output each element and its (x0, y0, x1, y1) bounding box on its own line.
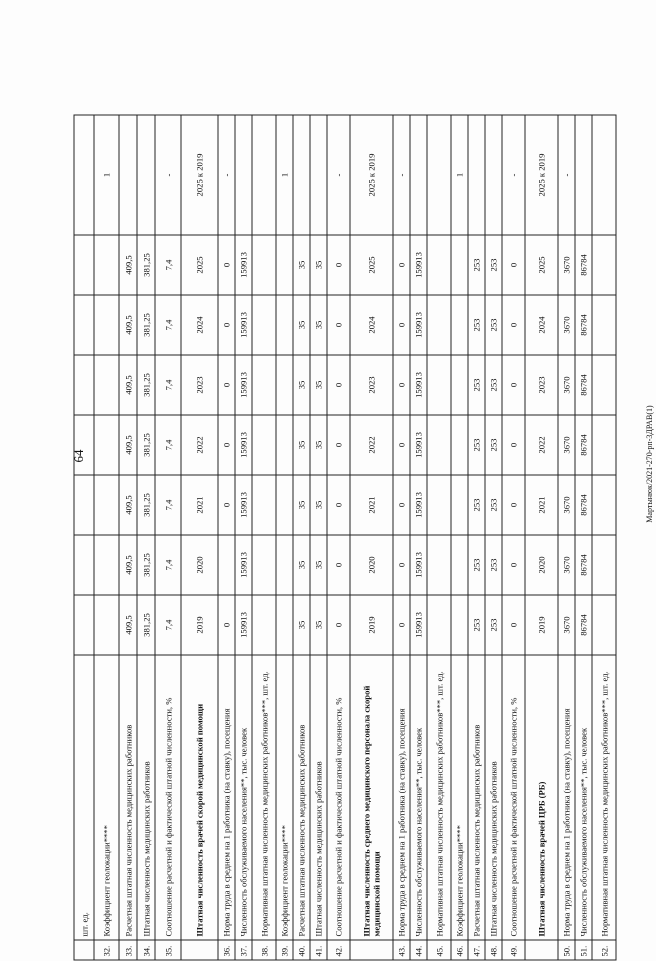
table-row (410, 115, 427, 960)
value-cell (427, 235, 451, 295)
value-cell: 253 (468, 235, 485, 295)
value-cell (94, 295, 119, 355)
value-cell: 381,25 (137, 235, 155, 295)
comparison-cell: 1 (94, 115, 119, 235)
row-label-cell: Соотношение расчетной и фактической штатной численности, % (502, 655, 525, 940)
value-cell: 253 (485, 295, 502, 355)
value-cell: 253 (485, 595, 502, 655)
value-cell (94, 355, 119, 415)
row-label-cell: Численность обслуживаемого населения**, тыс. человек (575, 655, 592, 940)
comparison-cell: 2025 к 2019 (350, 115, 393, 235)
row-number-cell (525, 940, 558, 960)
value-cell: 2019 (350, 595, 393, 655)
value-cell (252, 535, 276, 595)
value-cell (451, 475, 468, 535)
value-cell: 3670 (558, 595, 575, 655)
table-row-continued (74, 115, 94, 960)
value-cell (74, 535, 94, 595)
value-cell: 253 (468, 535, 485, 595)
comparison-cell (485, 115, 502, 235)
row-number-cell: 49. (502, 940, 525, 960)
value-cell (74, 355, 94, 415)
value-cell (451, 355, 468, 415)
value-cell (592, 355, 616, 415)
value-cell: 3670 (558, 415, 575, 475)
comparison-cell (410, 115, 427, 235)
value-cell: 35 (310, 595, 327, 655)
value-cell (94, 415, 119, 475)
value-cell: 0 (393, 415, 410, 475)
value-cell: 159913 (410, 595, 427, 655)
value-cell: 0 (393, 235, 410, 295)
value-cell (451, 595, 468, 655)
value-cell: 159913 (410, 535, 427, 595)
row-number-cell (181, 940, 218, 960)
value-cell: 0 (327, 355, 350, 415)
row-number-cell (350, 940, 393, 960)
value-cell (451, 535, 468, 595)
value-cell: 409,5 (119, 595, 137, 655)
value-cell: 3670 (558, 295, 575, 355)
value-cell: 159913 (410, 475, 427, 535)
row-label-cell: Норма труда в среднем на 1 работника (на ставку), посещения (218, 655, 235, 940)
value-cell: 35 (310, 295, 327, 355)
row-number-cell (74, 940, 94, 960)
value-cell: 159913 (410, 415, 427, 475)
comparison-cell: - (502, 115, 525, 235)
row-number-cell: 42. (327, 940, 350, 960)
value-cell: 2021 (525, 475, 558, 535)
value-cell (252, 235, 276, 295)
value-cell: 159913 (235, 295, 252, 355)
value-cell: 35 (293, 355, 310, 415)
value-cell: 0 (218, 235, 235, 295)
value-cell (276, 235, 293, 295)
row-number-cell: 34. (137, 940, 155, 960)
table-row (218, 115, 235, 960)
value-cell (592, 535, 616, 595)
value-cell (252, 475, 276, 535)
value-cell: 3670 (558, 475, 575, 535)
comparison-cell: 2025 к 2019 (525, 115, 558, 235)
row-number-cell: 52. (592, 940, 616, 960)
value-cell: 2024 (181, 295, 218, 355)
row-label-cell: Норма труда в среднем на 1 работника (на ставку), посещения (393, 655, 410, 940)
row-label-cell: Нормативная штатная численность медицинских работников***, шт. ед. (592, 655, 616, 940)
value-cell: 0 (393, 295, 410, 355)
table-body (74, 115, 616, 960)
value-cell: 253 (485, 535, 502, 595)
value-cell (276, 475, 293, 535)
value-cell: 2024 (525, 295, 558, 355)
value-cell: 159913 (235, 595, 252, 655)
value-cell: 0 (502, 355, 525, 415)
value-cell: 35 (293, 535, 310, 595)
value-cell: 0 (393, 355, 410, 415)
value-cell: 159913 (235, 475, 252, 535)
comparison-cell: 1 (451, 115, 468, 235)
value-cell: 86784 (575, 355, 592, 415)
value-cell: 409,5 (119, 355, 137, 415)
value-cell: 3670 (558, 235, 575, 295)
value-cell: 381,25 (137, 595, 155, 655)
comparison-cell (293, 115, 310, 235)
row-number-cell: 44. (410, 940, 427, 960)
row-number-cell: 48. (485, 940, 502, 960)
value-cell: 2022 (181, 415, 218, 475)
table-row (558, 115, 575, 960)
value-cell: 3670 (558, 355, 575, 415)
value-cell (276, 595, 293, 655)
row-number-cell: 47. (468, 940, 485, 960)
value-cell: 253 (485, 415, 502, 475)
comparison-cell (119, 115, 137, 235)
table-row (252, 115, 276, 960)
value-cell (276, 535, 293, 595)
value-cell: 381,25 (137, 295, 155, 355)
comparison-cell (575, 115, 592, 235)
value-cell: 2025 (525, 235, 558, 295)
value-cell (427, 475, 451, 535)
value-cell (252, 415, 276, 475)
value-cell: 0 (502, 295, 525, 355)
row-number-cell: 32. (94, 940, 119, 960)
value-cell: 159913 (235, 235, 252, 295)
value-cell: 7,4 (155, 295, 181, 355)
value-cell: 0 (327, 595, 350, 655)
value-cell: 0 (502, 475, 525, 535)
value-cell: 0 (393, 535, 410, 595)
comparison-cell: - (327, 115, 350, 235)
value-cell (252, 355, 276, 415)
value-cell: 7,4 (155, 475, 181, 535)
value-cell: 0 (218, 355, 235, 415)
value-cell (592, 595, 616, 655)
value-cell: 3670 (558, 535, 575, 595)
value-cell: 86784 (575, 475, 592, 535)
value-cell: 253 (485, 475, 502, 535)
value-cell: 2022 (350, 415, 393, 475)
value-cell: 35 (310, 535, 327, 595)
row-label-cell: Норма труда в среднем на 1 работника (на ставку), посещения (558, 655, 575, 940)
row-label-cell: Штатная численность врачей ЦРБ (РБ) (525, 655, 558, 940)
value-cell: 35 (293, 235, 310, 295)
value-cell: 7,4 (155, 355, 181, 415)
value-cell: 0 (327, 295, 350, 355)
document-footer-id: Мартынюк/2021-270-рп-3ДРАВ(1) (645, 405, 654, 523)
value-cell (451, 415, 468, 475)
value-cell: 35 (293, 475, 310, 535)
row-label-cell: Численность обслуживаемого населения**, тыс. человек (410, 655, 427, 940)
row-label-cell: Штатная численность медицинских работников (485, 655, 502, 940)
value-cell (427, 355, 451, 415)
comparison-cell (74, 115, 94, 235)
row-number-cell: 43. (393, 940, 410, 960)
staffing-table (74, 115, 617, 961)
value-cell: 86784 (575, 415, 592, 475)
comparison-cell (137, 115, 155, 235)
value-cell: 2019 (525, 595, 558, 655)
value-cell (427, 535, 451, 595)
table-section-header-row (181, 115, 218, 960)
value-cell: 0 (218, 415, 235, 475)
value-cell: 2025 (181, 235, 218, 295)
table-row (155, 115, 181, 960)
value-cell (592, 235, 616, 295)
table-section-header-row (525, 115, 558, 960)
value-cell: 2023 (525, 355, 558, 415)
value-cell: 2023 (350, 355, 393, 415)
value-cell (74, 235, 94, 295)
comparison-cell: - (218, 115, 235, 235)
value-cell: 253 (468, 355, 485, 415)
row-label-cell: Коэффициент геолокации**** (94, 655, 119, 940)
value-cell (94, 475, 119, 535)
row-label-cell: Соотношение расчетной и фактической штатной численности, % (327, 655, 350, 940)
value-cell: 253 (485, 235, 502, 295)
row-number-cell: 36. (218, 940, 235, 960)
row-label-cell: Штатная численность среднего медицинского персонала скорой медицинской помощи (350, 655, 393, 940)
value-cell: 2025 (350, 235, 393, 295)
table-row (393, 115, 410, 960)
value-cell: 409,5 (119, 415, 137, 475)
value-cell: 35 (310, 235, 327, 295)
value-cell: 2020 (350, 535, 393, 595)
value-cell (218, 535, 235, 595)
value-cell: 35 (310, 475, 327, 535)
row-label-cell: Коэффициент геолокации**** (276, 655, 293, 940)
value-cell: 253 (468, 595, 485, 655)
value-cell (74, 295, 94, 355)
table-row (94, 115, 119, 960)
value-cell: 381,25 (137, 475, 155, 535)
row-number-cell: 45. (427, 940, 451, 960)
table-row (293, 115, 310, 960)
value-cell: 0 (218, 295, 235, 355)
value-cell: 86784 (575, 535, 592, 595)
table-row (327, 115, 350, 960)
value-cell (252, 295, 276, 355)
value-cell: 86784 (575, 295, 592, 355)
value-cell: 159913 (410, 235, 427, 295)
value-cell: 0 (393, 475, 410, 535)
table-row (485, 115, 502, 960)
value-cell: 86784 (575, 235, 592, 295)
value-cell: 35 (293, 415, 310, 475)
value-cell: 0 (502, 235, 525, 295)
value-cell: 159913 (235, 535, 252, 595)
value-cell (276, 355, 293, 415)
table-row (575, 115, 592, 960)
value-cell: 35 (293, 595, 310, 655)
value-cell: 2020 (525, 535, 558, 595)
value-cell: 7,4 (155, 415, 181, 475)
value-cell: 2019 (181, 595, 218, 655)
table-row (592, 115, 616, 960)
value-cell: 0 (327, 475, 350, 535)
value-cell: 159913 (235, 415, 252, 475)
comparison-cell: - (558, 115, 575, 235)
value-cell: 86784 (575, 595, 592, 655)
value-cell (592, 295, 616, 355)
value-cell: 0 (218, 595, 235, 655)
table-row (235, 115, 252, 960)
value-cell: 253 (468, 295, 485, 355)
value-cell: 0 (327, 235, 350, 295)
value-cell: 159913 (235, 355, 252, 415)
value-cell: 7,4 (155, 595, 181, 655)
table-row (276, 115, 293, 960)
comparison-cell (310, 115, 327, 235)
value-cell: 2022 (525, 415, 558, 475)
value-cell: 0 (327, 415, 350, 475)
value-cell: 7,4 (155, 535, 181, 595)
value-cell (252, 595, 276, 655)
row-number-cell: 51. (575, 940, 592, 960)
value-cell (451, 235, 468, 295)
value-cell (94, 535, 119, 595)
comparison-cell: 2025 к 2019 (181, 115, 218, 235)
row-number-cell: 33. (119, 940, 137, 960)
row-label-cell: Расчетная штатная численность медицинских работников (293, 655, 310, 940)
value-cell (276, 415, 293, 475)
value-cell: 2021 (350, 475, 393, 535)
row-number-cell: 50. (558, 940, 575, 960)
value-cell (427, 415, 451, 475)
row-label-cell: Расчетная штатная численность медицинских работников (119, 655, 137, 940)
value-cell: 0 (502, 415, 525, 475)
value-cell: 35 (310, 355, 327, 415)
table-row (468, 115, 485, 960)
value-cell: 253 (468, 415, 485, 475)
table-section-header-row (350, 115, 393, 960)
value-cell (74, 475, 94, 535)
page-number: 64 (71, 449, 86, 463)
value-cell: 2024 (350, 295, 393, 355)
table-row (119, 115, 137, 960)
value-cell: 0 (327, 535, 350, 595)
value-cell: 0 (502, 535, 525, 595)
value-cell: 0 (393, 595, 410, 655)
value-cell: 409,5 (119, 475, 137, 535)
row-number-cell: 40. (293, 940, 310, 960)
value-cell: 381,25 (137, 355, 155, 415)
row-label-cell: Численность обслуживаемого населения**, тыс. человек (235, 655, 252, 940)
row-label-cell: Штатная численность медицинских работников (310, 655, 327, 940)
value-cell: 0 (502, 595, 525, 655)
value-cell: 253 (468, 475, 485, 535)
row-label-cell: Нормативная штатная численность медицинских работников***, шт. ед. (252, 655, 276, 940)
row-label-cell: Расчетная штатная численность медицинских работников (468, 655, 485, 940)
value-cell (451, 295, 468, 355)
value-cell: 159913 (410, 295, 427, 355)
value-cell (94, 595, 119, 655)
value-cell (592, 415, 616, 475)
value-cell: 0 (218, 475, 235, 535)
table-row (451, 115, 468, 960)
value-cell (74, 415, 94, 475)
comparison-cell (592, 115, 616, 235)
value-cell (427, 595, 451, 655)
value-cell: 159913 (410, 355, 427, 415)
value-cell: 2020 (181, 535, 218, 595)
row-label-cell: Коэффициент геолокации**** (451, 655, 468, 940)
value-cell (592, 475, 616, 535)
value-cell: 35 (293, 295, 310, 355)
value-cell: 35 (310, 415, 327, 475)
value-cell: 7,4 (155, 235, 181, 295)
comparison-cell: - (155, 115, 181, 235)
table-row (427, 115, 451, 960)
value-cell: 381,25 (137, 535, 155, 595)
value-cell: 381,25 (137, 415, 155, 475)
row-label-cell: Нормативная штатная численность медицинских работников***, шт. ед. (427, 655, 451, 940)
row-number-cell: 46. (451, 940, 468, 960)
row-label-cell: шт. ед. (74, 655, 94, 940)
comparison-cell (235, 115, 252, 235)
value-cell: 2023 (181, 355, 218, 415)
comparison-cell (468, 115, 485, 235)
row-number-cell: 39. (276, 940, 293, 960)
row-number-cell: 37. (235, 940, 252, 960)
value-cell: 409,5 (119, 295, 137, 355)
comparison-cell (427, 115, 451, 235)
row-label-cell: Штатная численность врачей скорой медицинской помощи (181, 655, 218, 940)
value-cell (427, 295, 451, 355)
comparison-cell (252, 115, 276, 235)
value-cell (74, 595, 94, 655)
comparison-cell: 1 (276, 115, 293, 235)
row-label-cell: Штатная численность медицинских работников (137, 655, 155, 940)
value-cell: 409,5 (119, 235, 137, 295)
value-cell: 409,5 (119, 535, 137, 595)
row-number-cell: 35. (155, 940, 181, 960)
rotated-table-wrapper (74, 116, 609, 961)
value-cell (276, 295, 293, 355)
row-number-cell: 41. (310, 940, 327, 960)
comparison-cell: - (393, 115, 410, 235)
value-cell: 253 (485, 355, 502, 415)
value-cell: 2021 (181, 475, 218, 535)
row-number-cell: 38. (252, 940, 276, 960)
value-cell (94, 235, 119, 295)
table-row (137, 115, 155, 960)
table-row (310, 115, 327, 960)
row-label-cell: Соотношение расчетной и фактической штатной численности, % (155, 655, 181, 940)
table-row (502, 115, 525, 960)
